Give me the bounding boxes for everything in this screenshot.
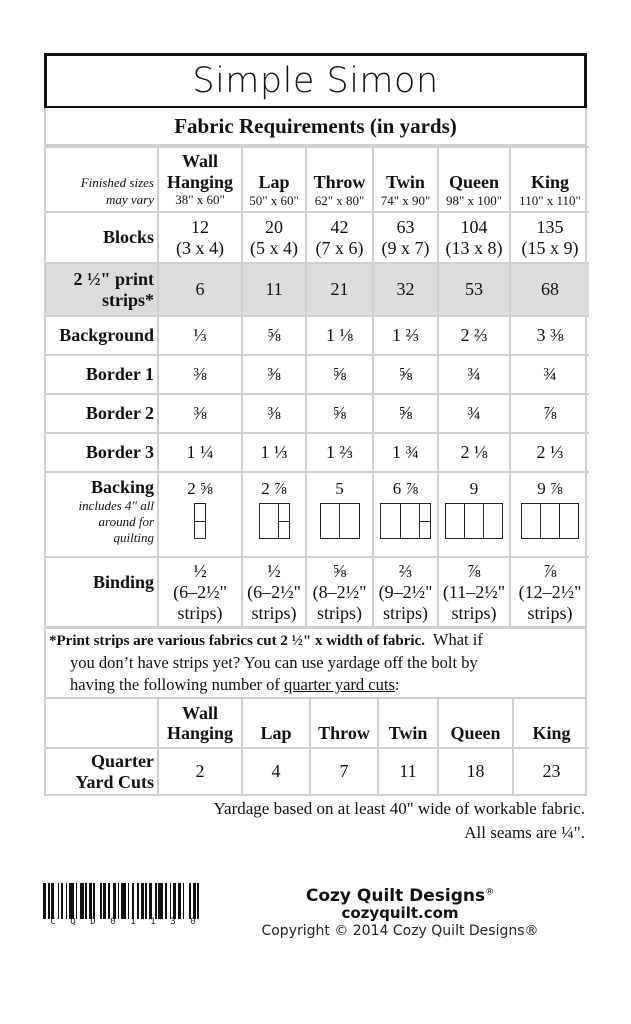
binding-strips: strips) [317, 602, 362, 623]
backing-yardage: 9 [469, 479, 479, 498]
size-name: Wall [181, 150, 218, 171]
background-cell: ⅓ [158, 316, 242, 355]
binding-cell [242, 557, 306, 627]
binding-strips: strips) [451, 602, 497, 623]
quarter-cuts-cell: 11 [378, 748, 438, 794]
blocks-cell [373, 212, 438, 263]
binding-cell [306, 557, 373, 627]
backing-diagram-3-panel-split-icon [380, 503, 431, 539]
blocks-cell [510, 212, 589, 263]
size-header-row [46, 147, 589, 212]
size-header-lap [242, 147, 306, 212]
binding-strips: strips) [383, 602, 428, 623]
block-count: 135 [536, 216, 564, 237]
binding-row [46, 557, 589, 627]
size-dimensions: 98" x 100" [445, 193, 503, 209]
print-strips-cell: 21 [306, 263, 373, 316]
barcode-char: D [90, 917, 96, 927]
block-layout: (7 x 6) [315, 237, 364, 258]
backing-diagram-3-panel-icon [445, 503, 503, 539]
background-cell: 2 ⅔ [438, 316, 510, 355]
blocks-cell [158, 212, 242, 263]
background-cell: 1 ⅛ [306, 316, 373, 355]
border3-cell: 2 ⅛ [438, 433, 510, 472]
print-strips-row [46, 263, 589, 316]
brand-name-text: Cozy Quilt Designs [305, 886, 486, 906]
binding-cell [373, 557, 438, 627]
size-header-king [510, 147, 589, 212]
border2-cell: ⅜ [242, 394, 306, 433]
size-dimensions: 62" x 80" [314, 193, 365, 209]
border1-cell: ¾ [438, 355, 510, 394]
border1-cell: ⅝ [306, 355, 373, 394]
border1-cell: ⅜ [242, 355, 306, 394]
qheader-throw: Throw [310, 699, 378, 748]
row-label-background: Background [46, 316, 158, 355]
barcode-char: C [50, 917, 56, 927]
quarter-yard-cuts-table [44, 697, 587, 796]
yardage-notes [44, 797, 585, 845]
backing-diagram-1-panel-split-icon [194, 503, 206, 539]
quarter-cuts-cell: 18 [438, 748, 513, 794]
binding-strips: (9–2½" [378, 582, 433, 603]
print-strips-cell: 6 [158, 263, 242, 316]
border3-cell: 1 ⅓ [242, 433, 306, 472]
binding-yardage: ½ [267, 561, 281, 582]
blocks-cell [306, 212, 373, 263]
border2-cell: ⅜ [158, 394, 242, 433]
print-strips-cell: 68 [510, 263, 589, 316]
border3-cell: 1 ¾ [373, 433, 438, 472]
print-strips-cell: 11 [242, 263, 306, 316]
size-name: Throw [313, 172, 366, 193]
barcode-char: Q [70, 917, 76, 927]
quarter-yard-cuts-emphasis: quarter yard cuts [284, 675, 395, 694]
block-layout: (15 x 9) [521, 237, 579, 258]
border1-row [46, 355, 589, 394]
brand-name [230, 886, 570, 906]
backing-yardage: 5 [335, 479, 344, 498]
block-count: 20 [265, 216, 283, 237]
backing-cell [158, 472, 242, 557]
finished-note-line1: Finished sizes [80, 174, 154, 190]
pattern-title-box [44, 53, 587, 109]
background-cell: 3 ⅜ [510, 316, 589, 355]
binding-strips: (6–2½" [247, 582, 301, 603]
registered-mark: ® [485, 887, 495, 898]
quarter-cuts-header-row [46, 699, 589, 748]
size-name: Queen [448, 172, 499, 193]
empty-header-cell [46, 699, 158, 748]
qheader-twin: Twin [378, 699, 438, 748]
background-row [46, 316, 589, 355]
barcode-char: 1 [150, 917, 156, 927]
print-strips-cell: 53 [438, 263, 510, 316]
border1-cell: ⅜ [158, 355, 242, 394]
row-label-border2: Border 2 [46, 394, 158, 433]
block-count: 42 [330, 216, 349, 237]
binding-yardage: ½ [193, 561, 207, 582]
binding-strips: (6–2½" [173, 582, 227, 603]
table-subtitle: Fabric Requirements (in yards) [46, 108, 585, 146]
footnote-text: having the following number of [70, 675, 285, 694]
barcode-char: 3 [170, 917, 176, 927]
backing-cell [242, 472, 306, 557]
barcode-icon [43, 883, 203, 919]
blocks-row [46, 212, 589, 263]
row-label-border3: Border 3 [46, 433, 158, 472]
header-line: Hanging [166, 723, 234, 744]
border2-cell: ⅞ [510, 394, 589, 433]
border2-cell: ⅝ [373, 394, 438, 433]
binding-strips: strips) [251, 602, 297, 623]
print-strips-cell: 32 [373, 263, 438, 316]
quarter-cuts-cell: 23 [513, 748, 589, 794]
barcode-char: 1 [130, 917, 136, 927]
blocks-cell [242, 212, 306, 263]
binding-yardage: ⅔ [398, 561, 413, 582]
size-header-queen [438, 147, 510, 212]
size-header-wall-hanging [158, 147, 242, 212]
footnote-bold-text: *Print strips are various fabrics cut 2 ½" x width of fabric. [49, 633, 425, 649]
finished-sizes-note [46, 147, 158, 212]
block-layout: (5 x 4) [250, 237, 298, 258]
barcode-char: 0 [190, 917, 196, 927]
border2-cell: ¾ [438, 394, 510, 433]
quarter-cuts-row [46, 748, 589, 794]
block-layout: (9 x 7) [381, 237, 430, 258]
fabric-requirements-table [44, 108, 587, 629]
qheader-queen: Queen [438, 699, 513, 748]
finished-note-line2: may vary [105, 191, 154, 207]
backing-yardage: 2 ⅝ [187, 479, 213, 498]
binding-strips: strips) [527, 602, 573, 623]
binding-strips: (11–2½" [442, 582, 506, 603]
backing-note-line: quilting [113, 530, 154, 546]
backing-yardage: 2 ⅞ [261, 479, 287, 498]
binding-yardage: ⅞ [543, 561, 557, 582]
row-label-binding: Binding [46, 557, 158, 627]
backing-label: Backing [90, 477, 154, 497]
copyright-notice: Copyright © 2014 Cozy Quilt Designs® [261, 923, 539, 939]
seam-note: All seams are ¼". [464, 823, 585, 842]
backing-note-line: includes 4" all [78, 497, 154, 513]
backing-diagram-3-panel-icon [521, 503, 579, 539]
size-name: Twin [386, 172, 425, 193]
brand-block [230, 886, 570, 939]
block-count: 63 [396, 216, 415, 237]
binding-strips: (12–2½" [518, 582, 582, 603]
size-header-twin [373, 147, 438, 212]
qheader-wall-hanging [158, 699, 242, 748]
backing-cell [306, 472, 373, 557]
label-line: strips* [101, 289, 154, 310]
size-dimensions: 74" x 90" [380, 193, 431, 209]
backing-diagram-2-panel-icon [320, 503, 360, 539]
row-label-border1: Border 1 [46, 355, 158, 394]
pattern-title: Simple Simon [192, 61, 439, 101]
block-count: 12 [191, 216, 209, 237]
block-layout: (3 x 4) [176, 237, 224, 258]
binding-strips: strips) [177, 602, 223, 623]
size-dimensions: 110" x 110" [519, 193, 581, 209]
binding-yardage: ⅞ [467, 561, 481, 582]
border1-cell: ¾ [510, 355, 589, 394]
row-label-quarter-yard-cuts [46, 748, 158, 794]
backing-cell [438, 472, 510, 557]
border3-cell: 1 ⅔ [306, 433, 373, 472]
footnote-line3 [49, 674, 579, 696]
border3-row [46, 433, 589, 472]
qheader-lap: Lap [242, 699, 310, 748]
binding-yardage: ⅝ [332, 561, 347, 582]
backing-cell [373, 472, 438, 557]
size-name: King [530, 172, 569, 193]
print-strips-footnote [44, 626, 587, 699]
border3-cell: 2 ⅓ [510, 433, 589, 472]
footnote-text: What if [424, 630, 483, 649]
border1-cell: ⅝ [373, 355, 438, 394]
brand-website: cozyquilt.com [341, 904, 459, 922]
backing-cell [510, 472, 589, 557]
yardage-note: Yardage based on at least 40" wide of workable fabric. [213, 799, 585, 818]
backing-yardage: 6 ⅞ [392, 479, 419, 498]
label-line: 2 ½" print [73, 268, 154, 289]
header-line: Wall [181, 702, 218, 723]
background-cell: 1 ⅔ [373, 316, 438, 355]
footnote-text: : [394, 675, 400, 694]
backing-diagram-2-panel-split-icon [259, 503, 290, 539]
row-label-print-strips [46, 263, 158, 316]
background-cell: ⅝ [242, 316, 306, 355]
row-label-blocks: Blocks [46, 212, 158, 263]
qheader-king: King [513, 699, 589, 748]
border3-cell: 1 ¼ [158, 433, 242, 472]
label-line: Yard Cuts [75, 771, 154, 792]
size-name: Hanging [166, 171, 234, 192]
backing-row [46, 472, 589, 557]
barcode-label [43, 917, 203, 927]
quarter-cuts-cell: 4 [242, 748, 310, 794]
size-dimensions: 38" x 60" [175, 192, 225, 208]
quarter-cuts-cell: 2 [158, 748, 242, 794]
backing-note-line: around for [98, 513, 154, 529]
backing-yardage: 9 ⅞ [537, 479, 563, 498]
label-line: Quarter [91, 750, 154, 771]
row-label-backing [46, 472, 158, 557]
binding-cell [158, 557, 242, 627]
binding-strips: (8–2½" [312, 582, 367, 603]
size-header-throw [306, 147, 373, 212]
binding-cell [510, 557, 589, 627]
quarter-cuts-cell: 7 [310, 748, 378, 794]
footnote-text: you don’t have strips yet? You can use yardage off the bolt by [70, 653, 478, 672]
binding-cell [438, 557, 510, 627]
blocks-cell [438, 212, 510, 263]
block-count: 104 [460, 216, 488, 237]
size-dimensions: 50" x 60" [249, 193, 299, 209]
border2-row [46, 394, 589, 433]
size-name: Lap [258, 172, 290, 193]
block-layout: (13 x 8) [445, 237, 503, 258]
barcode-char: 0 [110, 917, 116, 927]
border2-cell: ⅝ [306, 394, 373, 433]
